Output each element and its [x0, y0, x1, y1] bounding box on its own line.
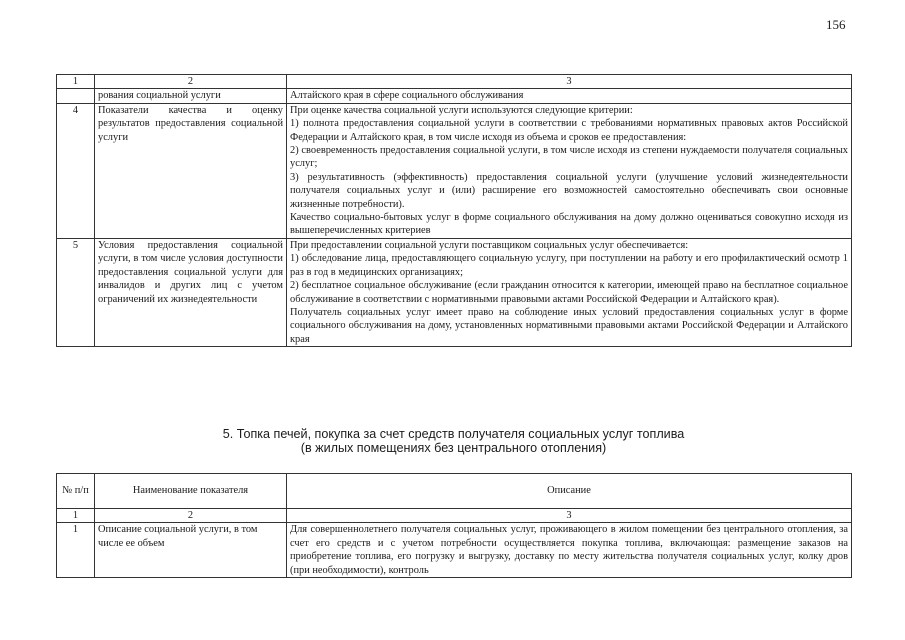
- row-number: 1: [57, 523, 95, 578]
- indicator-description: При предоставлении социальной услуги поставщиком социальных услуг обеспечивается: 1) обследование лица, предоставляющего социальную услугу, при поступлении на работу и его профилактический осмотр 1 раз в год в медицинских организациях; 2) бесплатное социальное обслуживание (если гражданин относится к категории, имеющей право на бесплатное социальное обслуживание в соответствии с нормативными правовыми актами Российской Федерации и Алтайского края). Получатель социальных услуг имеет право на соблюдение иных условий предоставления социальных услуг в форме социального обслуживания на дому, установленных нормативными правовыми актами Российской Федерации и Алтайского края: [287, 238, 852, 346]
- column-number: 3: [287, 509, 852, 523]
- column-number: 1: [57, 75, 95, 89]
- column-number-row: [57, 509, 852, 523]
- indicator-description: При оценке качества социальной услуги используются следующие критерии: 1) полнота предоставления социальной услуги в соответствии с требованиями нормативных правовых актов Российской Федерации и Алтайского края, в том числе исходя из объема и сроков ее предоставления: 2) своевременность предоставления социальной услуги, в том числе исходя из степени нуждаемости получателя социальных услуг; 3) результативность (эффективность) предоставления социальной услуги (улучшение условий жизнедеятельности получателя социальных услуг и (или) расширение его возможностей самостоятельно обеспечивать свои основные жизненные потребности). Качество социально-бытовых услуг в форме социального обслуживания на дому должно оцениваться совокупно исходя из вышеперечисленных критериев: [287, 103, 852, 238]
- row-number: 5: [57, 238, 95, 346]
- row-number: [57, 89, 95, 103]
- indicator-description: Алтайского края в сфере социального обслуживания: [287, 89, 852, 103]
- header-description: Описание: [287, 474, 852, 509]
- column-number: 2: [95, 509, 287, 523]
- table-header-row: [57, 474, 852, 509]
- table-row: [57, 523, 852, 578]
- page-number: 156: [826, 17, 846, 32]
- indicator-name: Показатели качества и оценку результатов предоставления социальной услуги: [95, 103, 287, 238]
- indicator-name: Описание социальной услуги, в том числе ее объем: [95, 523, 287, 578]
- column-number: 3: [287, 75, 852, 89]
- section-title: 5. Топка печей, покупка за счет средств получателя социальных услуг топлива: [222, 427, 685, 441]
- indicator-name: Условия предоставления социальной услуги, в том числе условия доступности предоставления социальной услуги для инвалидов и других лиц с учетом ограничений их жизнедеятельности: [95, 238, 287, 346]
- services-table-continued: [56, 74, 852, 347]
- indicator-description: Для совершеннолетнего получателя социальных услуг, проживающего в жилом помещении без центрального отопления, за счет его средств и с учетом потребности осуществляется покупка топлива, включающая: размещение заказов на приобретение топлива, его погрузку и выгрузку, доставку по месту жительства получателя социальных услуг, колку дров (при необходимости), контроль: [287, 523, 852, 578]
- header-number: № п/п: [57, 474, 95, 509]
- column-number-row: [57, 75, 852, 89]
- table-row: [57, 89, 852, 103]
- service-5-table: [56, 473, 852, 578]
- indicator-name: рования социальной услуги: [95, 89, 287, 103]
- table-row: [57, 103, 852, 238]
- header-indicator-name: Наименование показателя: [95, 474, 287, 509]
- row-number: 4: [57, 103, 95, 238]
- section-subtitle: (в жилых помещениях без центрального отопления): [300, 441, 607, 455]
- table-row: [57, 238, 852, 346]
- column-number: 1: [57, 509, 95, 523]
- column-number: 2: [95, 75, 287, 89]
